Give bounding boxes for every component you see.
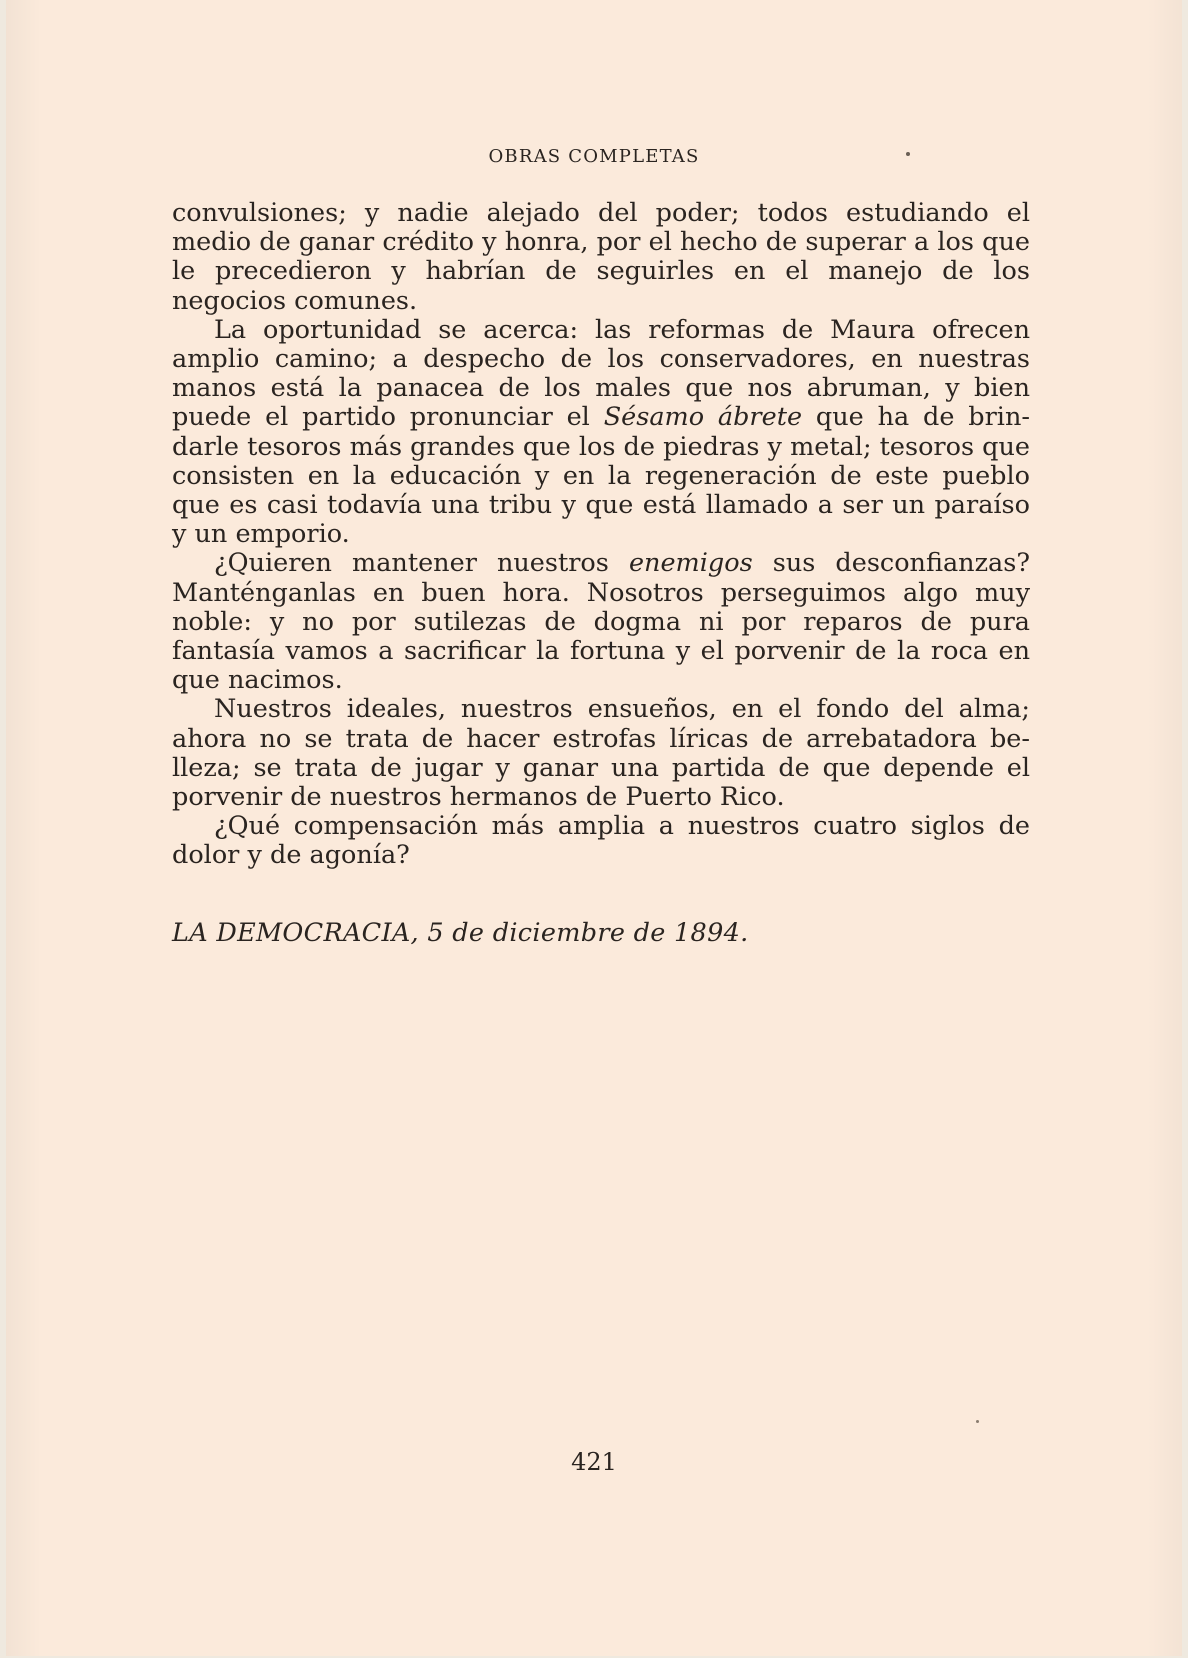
paragraph-4	[172, 695, 1030, 812]
paragraph-1	[172, 199, 1030, 316]
paper-speck	[976, 1420, 979, 1423]
running-head-title: OBRAS COMPLETAS	[488, 146, 700, 167]
paragraph-4-text: Nuestros ideales, nuestros ensueños, en el fondo del alma; ahora no se trata de hacer estrofas líricas de arrebatadora belleza; se trata de jugar y ganar una partida de que depende el porvenir de nuestros hermanos de Puerto Rico.	[172, 694, 1030, 813]
paragraph-3-text-b: sus desconfianzas? Manténganlas en buen hora. Nosotros perseguimos algo muy noble: y no por sutilezas de dogma ni por reparos de pura fantasía vamos a sacrificar la fortuna y el porvenir de la roca en que nacimos.	[172, 548, 1031, 696]
paragraph-3	[172, 549, 1030, 695]
running-head	[6, 146, 1182, 167]
paragraph-5	[172, 812, 1030, 870]
paragraph-3-italic-word: enemigos	[628, 548, 753, 579]
paragraph-3-text-a: ¿Quieren mantener nuestros	[214, 548, 629, 579]
paragraph-2-text-b: que ha de brindarle tesoros más grandes que los de piedras y metal; tesoros que consisten en la educación y en la regeneración de este pueblo que es casi todavía una tribu y que está llamado a ser un paraíso y un emporio.	[172, 402, 1030, 550]
paragraph-2	[172, 316, 1030, 550]
paragraph-2-text-a: La oportunidad se acerca: las reformas de Maura ofrecen amplio camino; a despecho de los conservadores, en nuestras manos está la panacea de los males que nos abruman, y bien puede el partido pronunciar el	[172, 314, 1030, 433]
source-citation: LA DEMOCRACIA, 5 de diciembre de 1894.	[172, 918, 749, 948]
paragraph-5-text: ¿Qué compensación más amplia a nuestros cuatro siglos de dolor y de agonía?	[172, 811, 1030, 871]
ink-speck	[906, 152, 910, 156]
body-text	[172, 199, 1030, 871]
book-page	[6, 0, 1182, 1656]
paragraph-1-text: convulsiones; y nadie alejado del poder; todos estudiando el medio de ganar crédito y honra, por el hecho de superar a los que le precedieron y habrían de seguirles en el manejo de los negocios comunes.	[172, 198, 1030, 316]
page-number: 421	[571, 1448, 617, 1476]
paragraph-2-italic-phrase: Sésamo ábrete	[603, 402, 803, 433]
